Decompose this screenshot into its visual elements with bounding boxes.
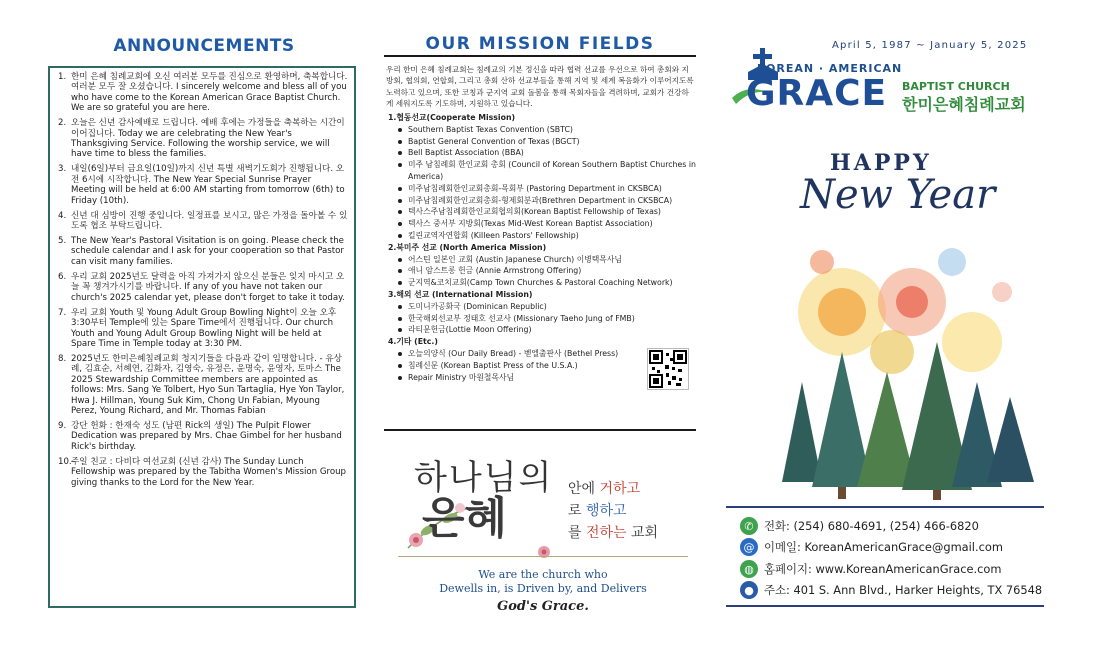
announcements-title: ANNOUNCEMENTS xyxy=(113,36,295,56)
mission-item: 군지역&코치교회(Camp Town Churches & Pastoral Coaching Network) xyxy=(388,277,696,289)
announcement-text: 오늘은 신년 감사예배로 드립니다. 예배 후에는 가정들을 축복하는 시간이 이어집니다. Today we are celebrating the New Year's Thanksgiving Service. Following the worship service, we will have time to bless the families. xyxy=(71,118,345,160)
fireworks-trees-illustration xyxy=(762,232,1042,506)
announcement-text: 2025년도 한미은혜침례교회 청지기들을 다음과 같이 임명합니다. - 유상례, 김효순, 서혜연, 김화자, 김영숙, 유정은, 윤명숙, 윤영자, 토마스 The 2025 Stewardship Committee members are appointed as follows: Mrs. Sang Ye Tolbert, Hyo Sun Tartaglia, Hye Yon Taylor, Hwa J. Hillman, Young Suk Kim, Chong Un Fabian, Myoung Perez, Young Richard, and Mr. Thomas Fabian xyxy=(71,353,345,416)
grace-side-accent: 행하고 xyxy=(585,503,627,519)
grace-side-text: 교회 xyxy=(626,525,659,541)
mission-section-heading: 1.협동선교(Cooperate Mission) xyxy=(388,113,516,122)
announcement-text: 강단 헌화 : 한재숙 성도 (남편 Rick의 생일) The Pulpit Flower Dedication was prepared by Mrs. Chae Gimbel for her husband Rick's birthday. xyxy=(71,420,342,452)
logo-grace: GRACE xyxy=(746,73,888,114)
mission-item: 킬린교역자연합회 (Killeen Pastors' Fellowship) xyxy=(388,230,696,242)
grace-side-line3 xyxy=(568,522,658,542)
grace-side-text: 를 xyxy=(568,525,586,541)
contact-website[interactable] xyxy=(740,560,1001,578)
qr-code-icon xyxy=(647,348,689,390)
logo-korean-american: KOREAN · AMERICAN xyxy=(757,62,903,75)
mission-list xyxy=(388,112,696,383)
announcement-number: 7. xyxy=(58,307,67,318)
announcement-item xyxy=(58,272,348,303)
contact-divider-bottom xyxy=(726,605,1044,607)
announcement-item xyxy=(58,72,348,114)
grace-english-line3: God's Grace. xyxy=(497,599,589,614)
announcement-item xyxy=(58,236,348,267)
mission-item: 미주남침례회한인교회총회-목회부 (Pastoring Department in CKSBCA) xyxy=(388,183,696,195)
announcements-column xyxy=(48,0,360,488)
grace-side-line1 xyxy=(568,478,640,498)
announcement-number: 5. xyxy=(58,236,67,247)
mission-column xyxy=(384,0,696,614)
mission-item: 라티문헌금(Lottie Moon Offering) xyxy=(388,324,696,336)
anniversary-dates: April 5, 1987 ~ January 5, 2025 xyxy=(832,40,1028,51)
grace-side-accent: 거하고 xyxy=(599,481,641,497)
announcement-item xyxy=(58,354,348,416)
announcement-number: 9. xyxy=(58,420,67,431)
mission-divider xyxy=(384,55,696,57)
grace-side-accent: 전하는 xyxy=(585,525,627,541)
mission-item: 도미니카공화국 (Dominican Republic) xyxy=(388,301,696,313)
logo-korean-name: 한미은혜침례교회 xyxy=(902,95,1026,114)
contact-email-text[interactable]: 이메일: KoreanAmericanGrace@gmail.com xyxy=(764,540,1003,554)
mission-item: 텍사스 중서부 지방회(Texas Mid-West Korean Baptist Association) xyxy=(388,218,696,230)
globe-icon: ◍ xyxy=(740,560,758,578)
announcement-number: 10. xyxy=(58,456,72,467)
contact-address xyxy=(740,581,1042,599)
grace-side-line2 xyxy=(568,500,627,520)
grace-title-line1: 하나님의 xyxy=(414,458,554,498)
email-icon: @ xyxy=(740,538,758,556)
phone-icon: ✆ xyxy=(740,517,758,535)
mission-item: Baptist General Convention of Texas (BGCT) xyxy=(388,136,696,148)
announcement-number: 2. xyxy=(58,118,67,129)
grace-side-text: 로 xyxy=(568,503,586,519)
announcement-text: 우리 교회 Youth 및 Young Adult Group Bowling Night이 오늘 오후 3:30부터 Temple에 있는 Spare Time에서 진행됩니다. Our church Youth and Young Adult Group Bowling Night will be held at Spare Time in Temple today at 3:30 PM. xyxy=(71,307,337,349)
announcements-list xyxy=(58,72,348,488)
announcement-item xyxy=(58,211,348,232)
mission-item: 한국해외선교부 정태호 선교사 (Missionary Taeho Jung of FMB) xyxy=(388,313,696,325)
announcement-item xyxy=(58,118,348,160)
announcement-item xyxy=(58,308,348,350)
grace-side-text: 안에 xyxy=(568,481,600,497)
grace-divider xyxy=(398,556,688,557)
announcement-number: 6. xyxy=(58,271,67,282)
grace-english-line2: Dewells in, is Driven by, and Delivers xyxy=(439,582,647,595)
announcement-text: The New Year's Pastoral Visitation is on going. Please check the schedule calendar and I ask for your cooperation so that Pastor can visit many families. xyxy=(71,236,344,267)
mission-item: 애니 암스트롱 헌금 (Annie Armstrong Offering) xyxy=(388,265,696,277)
mission-item: 미주 남침례회 한인교회 총회 (Council of Korean Southern Baptist Churches in America) xyxy=(388,159,696,183)
mission-section-heading: 4.기타 (Etc.) xyxy=(388,337,438,347)
announcement-item xyxy=(58,164,348,206)
announcements-box xyxy=(48,66,356,608)
mission-item: 어스틴 일본인 교회 (Austin Japanese Church) 이병택목사님 xyxy=(388,254,696,266)
happy-text: HAPPY xyxy=(830,150,932,176)
grace-english-line1: We are the church who xyxy=(478,568,608,581)
mission-item: Southern Baptist Texas Convention (SBTC) xyxy=(388,124,696,136)
mission-title: OUR MISSION FIELDS xyxy=(425,34,655,54)
logo-baptist-church: BAPTIST CHURCH xyxy=(902,80,1010,93)
mission-intro: 우리 한미 은혜 침례교회는 침례교의 기본 정신을 따라 협력 선교를 우선으로 하여 총회와 지방회, 협의회, 연합회, 그리고 총회 산하 선교부들을 통해 지역 및 세계 복음화가 이루어지도록 노력하고 있으며, 또한 코칭과 군지역 교회 돌봄을 통해 목회자들을 격려하며, 교회가 건강하게 세워지도록 기도하며, 지원하고 있습니다. xyxy=(386,65,694,109)
contact-phone xyxy=(740,517,979,535)
announcement-number: 4. xyxy=(58,210,67,221)
contact-website-text[interactable]: 홈페이지: www.KoreanAmericanGrace.com xyxy=(764,562,1002,576)
announcement-number: 1. xyxy=(58,72,67,82)
announcement-text: 주일 친교 : 다비다 여선교회 (신년 감사) The Sunday Lunch Fellowship was prepared by the Tabitha Women's Mission Group giving thanks to the Lord for the New Year. xyxy=(71,456,346,488)
grace-title-line2: 은혜 xyxy=(422,493,508,544)
mission-item: 미주남침례회한인교회총회-형제회분과(Brethren Department in CKSBCA) xyxy=(388,195,696,207)
mission-item: 침례신문 (Korean Baptist Press of the U.S.A.) xyxy=(388,360,696,372)
announcement-text: 우리 교회 2025년도 달력을 아직 가져가지 않으신 분들은 잊지 마시고 오늘 꼭 챙겨가시기를 바랍니다. If any of you have not taken our church's 2025 calendar yet, please don't forget to take it today. xyxy=(71,271,345,303)
announcement-item xyxy=(58,457,348,488)
announcement-text: 신년 대 심방이 진행 중입니다. 일정표를 보시고, 많은 가정을 돌아볼 수 있도록 협조 부탁드립니다. xyxy=(71,210,348,232)
contact-divider-top xyxy=(726,506,1044,508)
announcement-number: 8. xyxy=(58,353,67,364)
rose-icon xyxy=(534,544,554,560)
grace-banner xyxy=(398,444,688,624)
mission-item: Bell Baptist Association (BBA) xyxy=(388,147,696,159)
mission-section-heading: 2.북미주 선교 (North America Mission) xyxy=(388,242,547,252)
announcement-item xyxy=(58,421,348,452)
location-pin-icon: ● xyxy=(740,581,758,599)
mission-item: 텍사스주남침례회한인교회협의회(Korean Baptist Fellowship of Texas) xyxy=(388,206,696,218)
mission-divider-bottom xyxy=(384,429,696,431)
contact-phone-text: 전화: (254) 680-4691, (254) 466-6820 xyxy=(764,519,979,533)
mission-section-heading: 3.해외 선교 (International Mission) xyxy=(388,289,533,299)
fireworks-icon xyxy=(798,248,1012,374)
new-year-text: New Year xyxy=(800,172,996,218)
mission-item: Repair Ministry 마원철목사님 xyxy=(388,372,696,384)
mission-item: 오늘의양식 (Our Daily Bread) - 벧엘출판사 (Bethel Press) xyxy=(388,348,696,360)
announcement-text: 내일(6일)부터 금요일(10일)까지 신년 특별 새벽기도회가 진행됩니다. 오전 6시에 시작합니다. The New Year Special Sunrise Prayer Meeting will be held at 6:00 AM starting from tomorrow (6th) to Friday (10th). xyxy=(71,164,345,206)
contact-email[interactable] xyxy=(740,538,1003,556)
announcement-number: 3. xyxy=(58,164,67,175)
contact-address-text: 주소: 401 S. Ann Blvd., Harker Heights, TX 76548 xyxy=(764,583,1043,597)
announcement-text: 한미 은혜 침례교회에 오신 여러분 모두를 진심으로 환영하며, 축복합니다. 여러분 모두 잘 오셨습니다. I sincerely welcome and bless all of you who have come to the Korean American Grace Baptist Church. We are so grateful you are here. xyxy=(71,72,348,114)
